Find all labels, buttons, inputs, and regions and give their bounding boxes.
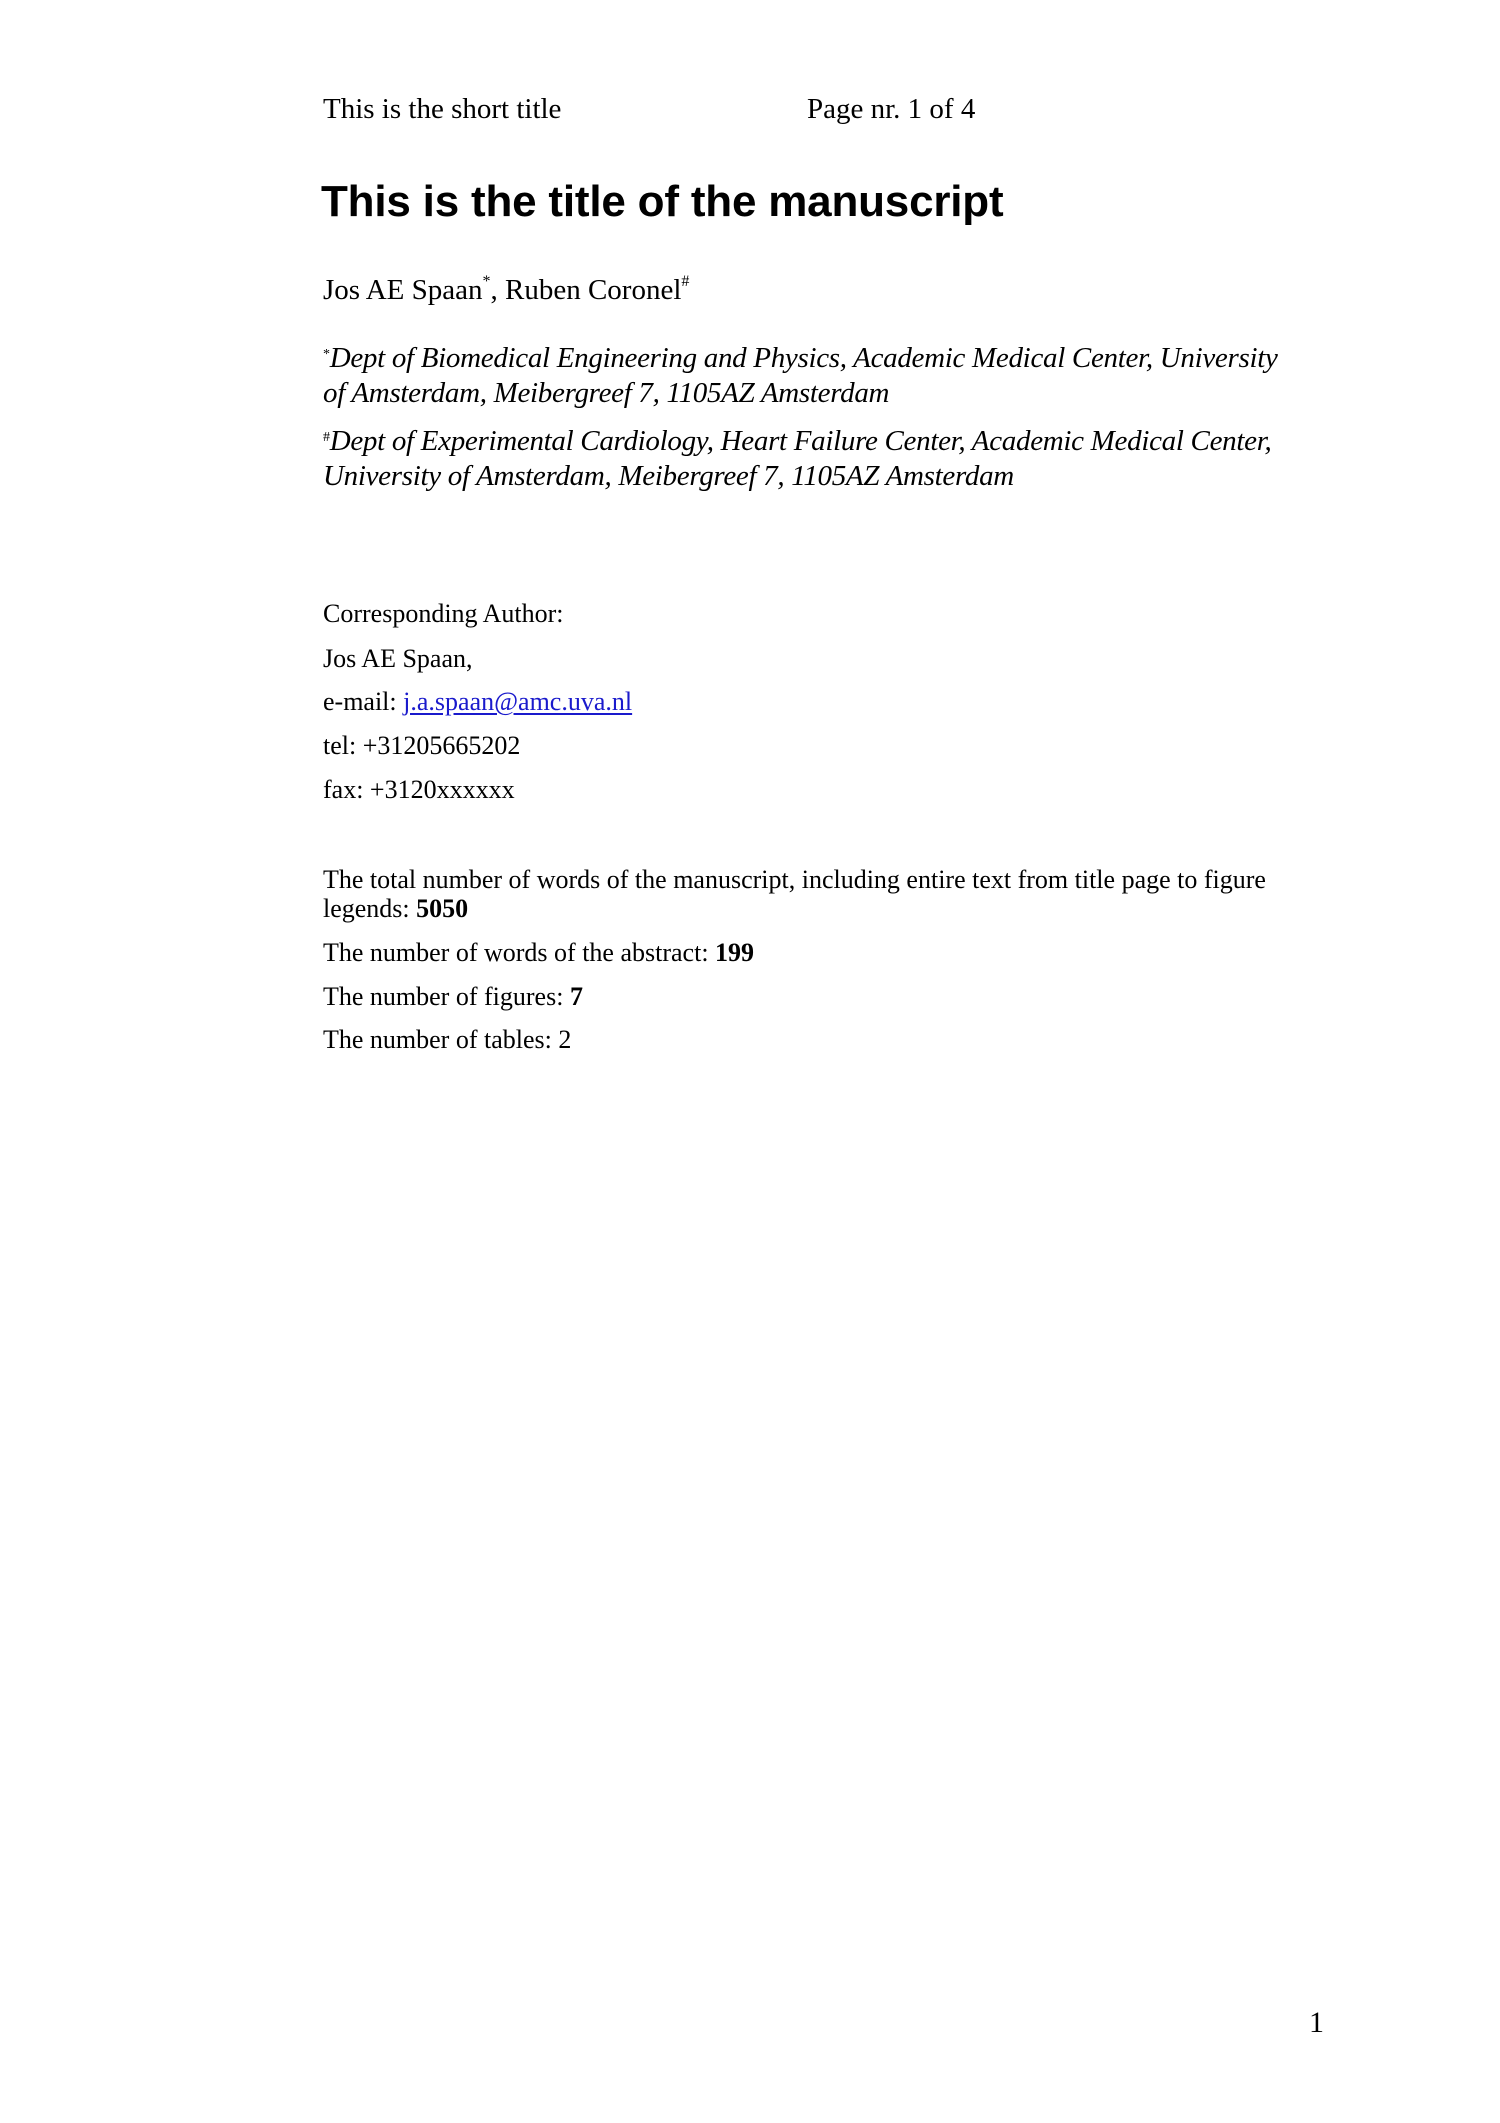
total-word-count-value: 5050 [416,894,469,923]
tel-label: tel: [323,731,363,760]
fax-value: +3120xxxxxx [369,775,515,804]
page-number: 1 [1309,2006,1324,2039]
abstract-word-count [323,940,754,966]
author-list [323,273,690,306]
figure-count-label: The number of figures: [323,982,570,1011]
corresponding-author-email [323,689,632,715]
figure-count [323,984,583,1010]
tel-value: +31205665202 [362,731,521,760]
affiliation-text: Dept of Experimental Cardiology, Heart Failure Center, Academic Medical Center, University of Amsterdam, Meibergreef 7, 1105AZ Amsterdam [323,425,1272,492]
affiliation [323,341,1283,411]
affiliation-marker: # [323,430,330,445]
table-count-label: The number of tables: [323,1025,559,1054]
abstract-word-count-label: The number of words of the abstract: [323,938,716,967]
author-separator: , [490,274,505,306]
total-word-count-label: The total number of words of the manuscript, including entire text from title page to figure legends: [323,865,1266,923]
running-header-page-indicator: Page nr. 1 of 4 [807,93,976,125]
corresponding-author-name: Jos AE Spaan, [323,644,473,673]
table-count-value: 2 [558,1025,572,1054]
corresponding-author-tel [323,733,520,759]
email-link[interactable]: j.a.spaan@amc.uva.nl [403,687,633,716]
affiliation-marker: * [482,273,491,290]
table-count [323,1027,571,1053]
affiliation-marker: # [681,273,690,290]
corresponding-author-label: Corresponding Author: [323,599,564,628]
abstract-word-count-value: 199 [715,938,755,967]
affiliation-text: Dept of Biomedical Engineering and Physics, Academic Medical Center, University of Amsterdam, Meibergreef 7, 1105AZ Amsterdam [323,342,1278,409]
affiliation-marker: * [323,347,330,362]
author-name: Jos AE Spaan [323,274,483,306]
figure-count-value: 7 [569,982,583,1011]
author-name: Ruben Coronel [505,274,682,306]
email-label: e-mail: [323,687,404,716]
corresponding-author-fax [323,777,515,803]
fax-label: fax: [323,775,370,804]
running-header-short-title: This is the short title [323,93,562,125]
total-word-count [323,865,1283,923]
manuscript-title: This is the title of the manuscript [321,177,1004,226]
affiliation [323,424,1283,494]
